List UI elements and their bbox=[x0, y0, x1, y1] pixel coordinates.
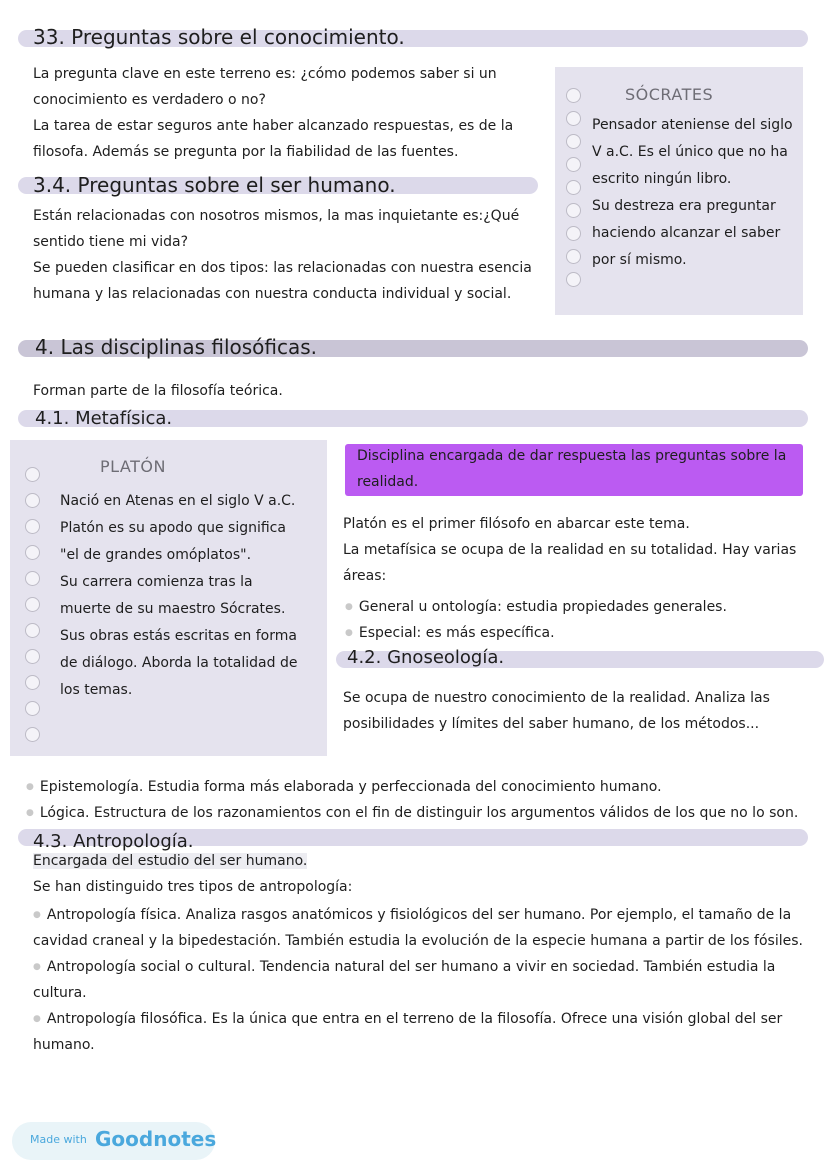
text-line: Encargada del estudio del ser humano. bbox=[33, 853, 308, 869]
list-item-continued: cultura. bbox=[33, 985, 87, 1001]
text-line: La pregunta clave en este terreno es: ¿cómo podemos saber si un bbox=[33, 66, 497, 82]
text-line: filosofa. Además se pregunta por la fiabilidad de las fuentes. bbox=[33, 144, 459, 160]
bullet-icon: ● bbox=[33, 1014, 41, 1024]
ring-hole bbox=[25, 675, 40, 690]
text-line: La metafísica se ocupa de la realidad en su totalidad. Hay varias bbox=[343, 542, 797, 558]
list-item: ● General u ontología: estudia propiedades generales. bbox=[345, 599, 727, 615]
section-34-title: 3.4. Preguntas sobre el ser humano. bbox=[33, 173, 396, 197]
badge-made-with: Made with bbox=[30, 1133, 87, 1146]
ring-hole bbox=[25, 519, 40, 534]
platon-card bbox=[10, 440, 327, 756]
socrates-text bbox=[592, 112, 793, 274]
text-line: humana y las relacionadas con nuestra conducta individual y social. bbox=[33, 286, 512, 302]
text-line: muerte de su maestro Sócrates. bbox=[60, 601, 286, 617]
ring-hole bbox=[25, 727, 40, 742]
text-line: Pensador ateniense del siglo bbox=[592, 117, 793, 133]
platon-title: PLATÓN bbox=[100, 457, 166, 476]
text-line: posibilidades y límites del saber humano, de los métodos... bbox=[343, 716, 760, 732]
section-4-text: Forman parte de la filosofía teórica. bbox=[33, 383, 283, 399]
text-line: Platón es el primer filósofo en abarcar este tema. bbox=[343, 516, 690, 532]
ring-hole bbox=[25, 597, 40, 612]
ring-hole bbox=[566, 226, 581, 241]
text-line: "el de grandes omóplatos". bbox=[60, 547, 252, 563]
ring-hole bbox=[566, 88, 581, 103]
ring-hole bbox=[566, 111, 581, 126]
text-line: Se ocupa de nuestro conocimiento de la realidad. Analiza las bbox=[343, 690, 770, 706]
text-line: Su destreza era preguntar bbox=[592, 198, 776, 214]
ring-hole bbox=[25, 649, 40, 664]
ring-hole bbox=[25, 545, 40, 560]
section-42-text bbox=[343, 685, 770, 737]
metafisica-bullets bbox=[345, 594, 727, 646]
bullet-icon: ● bbox=[26, 782, 34, 792]
platon-text bbox=[60, 488, 297, 704]
bullet-icon: ● bbox=[26, 808, 34, 818]
ring-hole bbox=[566, 272, 581, 287]
section-34-text bbox=[33, 203, 532, 307]
socrates-title: SÓCRATES bbox=[625, 85, 714, 104]
text-line: Disciplina encargada de dar respuesta las preguntas sobre la bbox=[357, 448, 787, 464]
text-line: V a.C. Es el único que no ha bbox=[592, 144, 788, 160]
text-line: sentido tiene mi vida? bbox=[33, 234, 189, 250]
list-item: ● Especial: es más específica. bbox=[345, 625, 555, 641]
list-item-continued: cavidad craneal y la bipedestación. También estudia la evolución de la especie humana a partir de los fósiles. bbox=[33, 933, 803, 949]
bullet-icon: ● bbox=[345, 628, 353, 638]
ring-hole bbox=[566, 180, 581, 195]
text-line: Están relacionadas con nosotros mismos, la mas inquietante es:¿Qué bbox=[33, 208, 520, 224]
metafisica-definition bbox=[357, 443, 786, 495]
section-41-title: 4.1. Metafísica. bbox=[35, 408, 173, 429]
ring-hole bbox=[25, 467, 40, 482]
text-line: los temas. bbox=[60, 682, 133, 698]
text-line: de diálogo. Aborda la totalidad de bbox=[60, 655, 298, 671]
badge-brand: Goodnotes bbox=[95, 1127, 217, 1151]
bullet-icon: ● bbox=[33, 962, 41, 972]
ring-hole bbox=[566, 134, 581, 149]
section-33-title: 33. Preguntas sobre el conocimiento. bbox=[33, 25, 405, 49]
text-line: áreas: bbox=[343, 568, 387, 584]
text-line: conocimiento es verdadero o no? bbox=[33, 92, 266, 108]
ring-hole bbox=[566, 249, 581, 264]
text-line: por sí mismo. bbox=[592, 252, 687, 268]
section-43-items bbox=[33, 902, 803, 1058]
text-line: Nació en Atenas en el siglo V a.C. bbox=[60, 493, 296, 509]
section-42-bullets bbox=[26, 774, 798, 826]
ring-hole bbox=[566, 203, 581, 218]
list-item: ● Antropología filosófica. Es la única que entra en el terreno de la filosofía. Ofrece una visión global del ser bbox=[33, 1011, 783, 1027]
ring-hole bbox=[25, 493, 40, 508]
section-33-text bbox=[33, 61, 513, 165]
ring-hole bbox=[25, 571, 40, 586]
text-line: haciendo alcanzar el saber bbox=[592, 225, 781, 241]
section-43-text bbox=[33, 848, 352, 900]
text-line: La tarea de estar seguros ante haber alcanzado respuestas, es de la bbox=[33, 118, 514, 134]
bullet-icon: ● bbox=[345, 602, 353, 612]
text-line: Se han distinguido tres tipos de antropología: bbox=[33, 879, 353, 895]
list-item: ● Antropología física. Analiza rasgos anatómicos y fisiológicos del ser humano. Por ejemplo, el tamaño de la bbox=[33, 907, 792, 923]
section-4-title: 4. Las disciplinas filosóficas. bbox=[35, 335, 318, 359]
ring-hole bbox=[566, 157, 581, 172]
ring-hole bbox=[25, 623, 40, 638]
metafisica-definition-box bbox=[345, 444, 803, 496]
text-line: Se pueden clasificar en dos tipos: las relacionadas con nuestra esencia bbox=[33, 260, 532, 276]
text-line: escrito ningún libro. bbox=[592, 171, 732, 187]
text-line: Platón es su apodo que significa bbox=[60, 520, 286, 536]
list-item: ● Epistemología. Estudia forma más elaborada y perfeccionada del conocimiento humano. bbox=[26, 779, 662, 795]
list-item-continued: humano. bbox=[33, 1037, 95, 1053]
text-line: realidad. bbox=[357, 474, 419, 490]
list-item: ● Antropología social o cultural. Tendencia natural del ser humano a vivir en sociedad. También estudia la bbox=[33, 959, 776, 975]
metafisica-text bbox=[343, 511, 796, 589]
socrates-card bbox=[555, 67, 803, 315]
section-42-title: 4.2. Gnoseología. bbox=[347, 647, 505, 668]
section-43-title: 4.3. Antropología. bbox=[33, 831, 194, 852]
text-line: Su carrera comienza tras la bbox=[60, 574, 253, 590]
text-line: Sus obras estás escritas en forma bbox=[60, 628, 297, 644]
bullet-icon: ● bbox=[33, 910, 41, 920]
ring-hole bbox=[25, 701, 40, 716]
list-item: ● Lógica. Estructura de los razonamientos con el fin de distinguir los argumentos válidos de los que no lo son. bbox=[26, 805, 799, 821]
